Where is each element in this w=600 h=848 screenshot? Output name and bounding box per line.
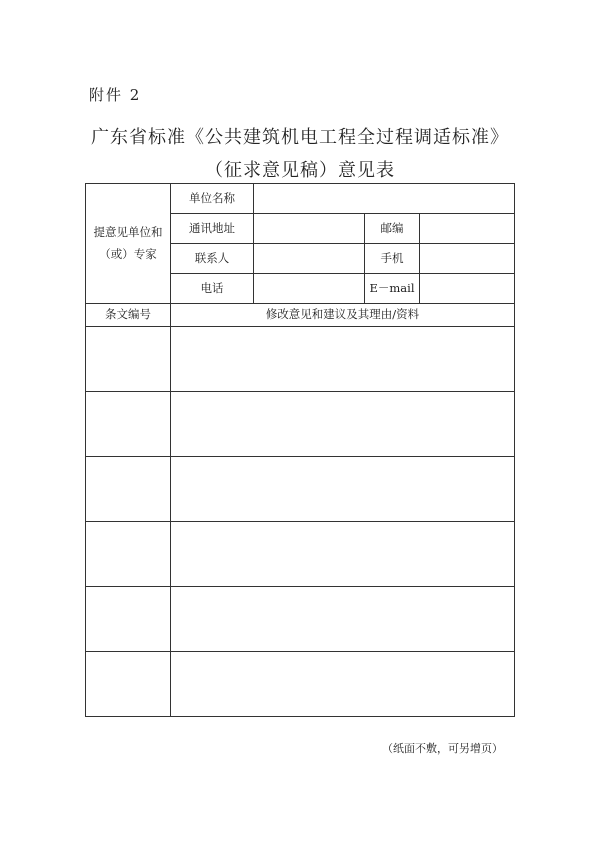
unit-name-field[interactable] — [254, 184, 515, 214]
comment-field[interactable] — [171, 392, 515, 457]
proposer-label-line1: 提意见单位和 — [93, 224, 163, 239]
proposer-label-cell — [86, 184, 171, 304]
footnote: （纸面不敷，可另增页） — [382, 742, 503, 755]
comment-field[interactable] — [171, 587, 515, 652]
comment-field[interactable] — [171, 457, 515, 522]
comment-form-table — [85, 183, 515, 717]
document-subtitle: （征求意见稿）意见表 — [205, 160, 395, 181]
proposer-label-line2: （或）专家 — [99, 246, 157, 261]
comment-field[interactable] — [171, 522, 515, 587]
mobile-field[interactable] — [420, 244, 515, 274]
clause-number-header: 条文编号 — [86, 304, 171, 327]
clause-number-field[interactable] — [86, 522, 171, 587]
postcode-label: 邮编 — [365, 214, 420, 244]
clause-number-field[interactable] — [86, 327, 171, 392]
contact-field[interactable] — [254, 244, 365, 274]
clause-number-field[interactable] — [86, 392, 171, 457]
document-title: 广东省标准《公共建筑机电工程全过程调适标准》 — [91, 127, 509, 148]
phone-field[interactable] — [254, 274, 365, 304]
comment-row — [86, 392, 515, 457]
comment-row — [86, 652, 515, 717]
address-label: 通讯地址 — [171, 214, 254, 244]
phone-label: 电话 — [171, 274, 254, 304]
email-field[interactable] — [420, 274, 515, 304]
postcode-field[interactable] — [420, 214, 515, 244]
email-label: E－mail — [365, 274, 420, 304]
clause-number-field[interactable] — [86, 587, 171, 652]
clause-number-field[interactable] — [86, 457, 171, 522]
mobile-label: 手机 — [365, 244, 420, 274]
comment-header: 修改意见和建议及其理由/资料 — [171, 304, 515, 327]
attachment-label: 附件 2 — [89, 86, 142, 104]
comment-row — [86, 587, 515, 652]
unit-name-label: 单位名称 — [171, 184, 254, 214]
contact-label: 联系人 — [171, 244, 254, 274]
comment-field[interactable] — [171, 652, 515, 717]
comment-field[interactable] — [171, 327, 515, 392]
comment-row — [86, 522, 515, 587]
comment-row — [86, 327, 515, 392]
clause-number-field[interactable] — [86, 652, 171, 717]
address-field[interactable] — [254, 214, 365, 244]
comment-row — [86, 457, 515, 522]
